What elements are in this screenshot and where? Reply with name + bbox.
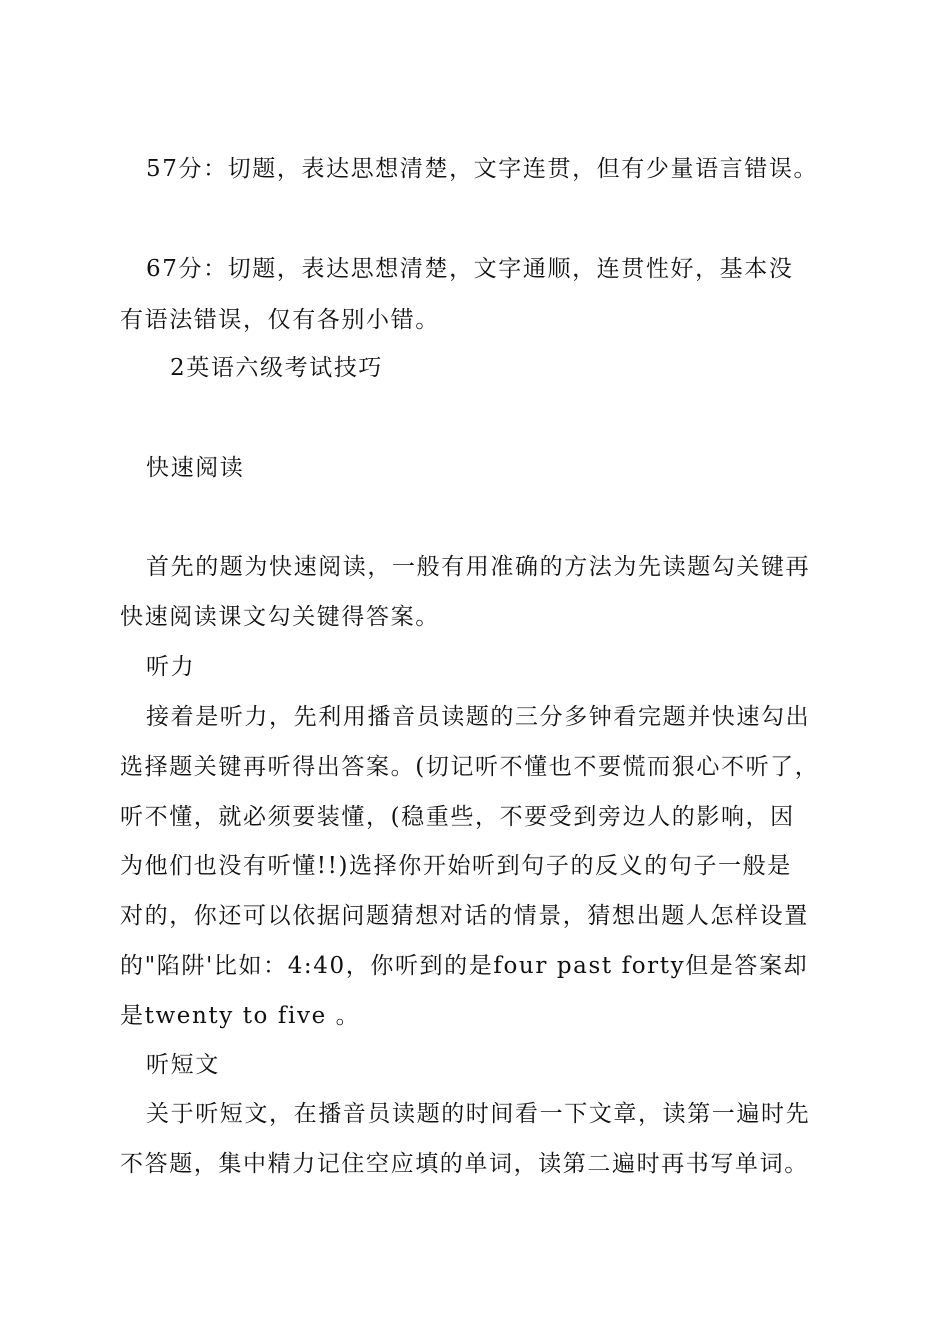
listening-line-7: 是twenty to five 。 — [120, 1003, 361, 1029]
score-67-line-1: 67分：切题，表达思想清楚，文字通顺，连贯性好，基本没 — [146, 256, 794, 282]
short-passage-line-2: 不答题，集中精力记住空应填的单词，读第二遍时再书写单词。 — [120, 1151, 809, 1177]
listening-line-4: 为他们也没有听懂!!)选择你开始听到句子的反义的句子一般是 — [120, 853, 792, 879]
subheading-short-passage: 听短文 — [146, 1052, 220, 1078]
score-57-line: 57分：切题，表达思想清楚，文字连贯，但有少量语言错误。 — [146, 156, 819, 182]
listening-line-1: 接着是听力，先利用播音员读题的三分多钟看完题并快速勾出 — [146, 704, 811, 730]
short-passage-line-1: 关于听短文，在播音员读题的时间看一下文章，读第一遍时先 — [146, 1101, 811, 1127]
subheading-fast-reading: 快速阅读 — [146, 455, 245, 481]
subheading-listening: 听力 — [146, 654, 196, 680]
listening-line-2: 选择题关键再听得出答案。(切记听不懂也不要慌而狠心不听了， — [120, 754, 820, 780]
section-heading: 2英语六级考试技巧 — [170, 355, 384, 381]
fast-reading-line-2: 快速阅读课文勾关键得答案。 — [120, 604, 440, 630]
score-67-line-2: 有语法错误，仅有各别小错。 — [120, 307, 440, 333]
listening-line-5: 对的，你还可以依据问题猜想对话的情景，猜想出题人怎样设置 — [120, 903, 809, 929]
fast-reading-line-1: 首先的题为快速阅读，一般有用准确的方法为先读题勾关键再 — [146, 554, 811, 580]
listening-line-3: 听不懂，就必须要装懂，(稳重些，不要受到旁边人的影响，因 — [120, 804, 795, 830]
listening-line-6: 的"陷阱'比如：4:40，你听到的是four past forty但是答案却 — [120, 953, 809, 979]
